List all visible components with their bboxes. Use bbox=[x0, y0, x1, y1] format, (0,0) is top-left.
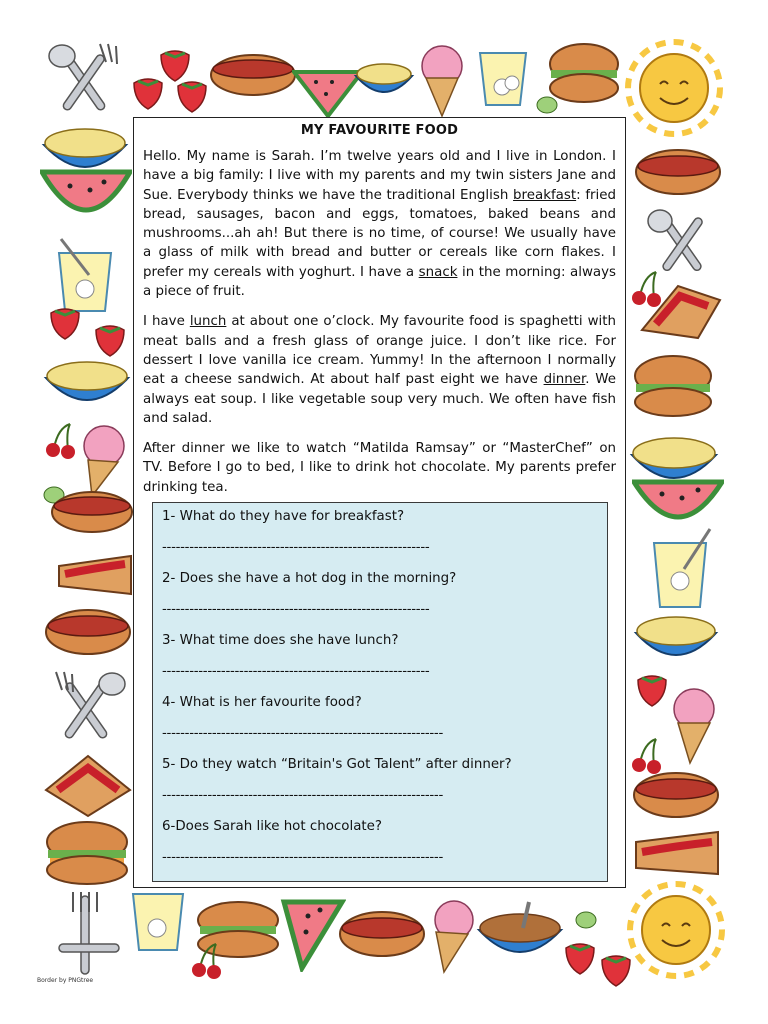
question-1: 1- What do they have for breakfast? bbox=[162, 509, 405, 524]
text-span: : fried bread, sausages, bacon and eggs, tomatoes, baked beans and mushrooms...ah ah! But there is no time, of course! We usually have a glass of milk with bread and butter or cereals like corn flakes. I prefer my cereals with yoghurt. I have a bbox=[143, 187, 616, 280]
text-span: Hello. My name is Sarah. I’m twelve years old and I live in London. I have a big family: I live with my parents and my twin sisters Jane and Sue. Everybody thinks we have the traditional English bbox=[143, 149, 616, 203]
pie-icon bbox=[632, 828, 722, 884]
hotdog-icon bbox=[208, 45, 298, 101]
fork-spoon-icon bbox=[42, 668, 134, 748]
underlined-word: lunch bbox=[189, 314, 227, 330]
question-2: 2- Does she have a hot dog in the morning? bbox=[162, 571, 457, 586]
page-title: MY FAVOURITE FOOD bbox=[300, 123, 459, 138]
bowl-icon bbox=[475, 898, 565, 970]
strawberry-icon bbox=[45, 305, 85, 341]
paragraph-2 bbox=[143, 312, 616, 428]
pie-icon bbox=[42, 750, 134, 820]
paragraph-1 bbox=[143, 147, 616, 301]
fork-spoon-icon bbox=[40, 40, 130, 120]
questions-box bbox=[152, 502, 608, 882]
question-4: 4- What is her favourite food? bbox=[162, 695, 362, 710]
sun-icon bbox=[626, 880, 726, 980]
text-span: in the morning: always a piece of fruit. bbox=[143, 264, 617, 300]
hotdog-icon bbox=[42, 480, 134, 540]
cherry-icon bbox=[188, 940, 224, 980]
sandwich-icon bbox=[630, 352, 716, 422]
ice-cream-icon bbox=[664, 685, 724, 765]
juice-glass-icon bbox=[125, 888, 191, 954]
bowl-icon bbox=[42, 350, 132, 418]
hotdog-icon bbox=[628, 765, 722, 825]
hotdog-icon bbox=[336, 902, 428, 964]
bean-icon bbox=[574, 910, 598, 930]
text-span: . We always eat soup. I like vegetable soup very much. We often have fish and salad. bbox=[143, 372, 616, 426]
question-5: 5- Do they watch “Britain's Got Talent” after dinner? bbox=[162, 757, 512, 772]
answer-line-4: -------------------------------------------------------------- bbox=[162, 726, 443, 741]
answer-line-1: ----------------------------------------------------------- bbox=[162, 540, 430, 555]
hotdog-icon bbox=[40, 600, 134, 662]
strawberry-icon bbox=[560, 940, 600, 976]
sandwich-icon bbox=[42, 818, 132, 890]
question-6: 6-Does Sarah like hot chocolate? bbox=[162, 819, 383, 834]
border-credit: Border by PNGtree bbox=[37, 977, 94, 984]
sun-icon bbox=[624, 38, 724, 138]
answer-line-3: ----------------------------------------------------------- bbox=[162, 664, 430, 679]
answer-line-2: ----------------------------------------------------------- bbox=[162, 602, 430, 617]
paragraph-3: After dinner we like to watch “Matilda Ramsay” or “MasterChef” on TV. Before I go to bed, I like to drink hot chocolate. My parents prefer drinking tea. bbox=[143, 441, 616, 495]
bowl-icon bbox=[632, 605, 720, 673]
underlined-word: breakfast bbox=[513, 187, 577, 203]
answer-line-5: -------------------------------------------------------------- bbox=[162, 788, 443, 803]
text-span: at about one o’clock. My favourite food is spaghetti with meat balls and a fresh glass of orange juice. I don’t like rice. For dessert I love vanilla ice cream. Yummy! In the afternoon I normally eat a cheese sandwich. At about half past eight we have bbox=[143, 314, 616, 388]
fork-spoon-icon bbox=[55, 888, 125, 978]
ice-cream-icon bbox=[412, 42, 472, 118]
underlined-word: dinner bbox=[543, 372, 586, 388]
sandwich-icon bbox=[545, 40, 623, 108]
strawberry-icon bbox=[172, 78, 212, 114]
juice-glass-icon bbox=[472, 45, 534, 109]
watermelon-icon bbox=[40, 168, 132, 230]
juice-glass-icon bbox=[640, 525, 724, 611]
answer-line-6: -------------------------------------------------------------- bbox=[162, 850, 443, 865]
pie-icon bbox=[55, 550, 135, 602]
bowl-icon bbox=[352, 48, 416, 110]
underlined-word: snack bbox=[418, 264, 458, 280]
hotdog-icon bbox=[630, 140, 724, 202]
juice-glass-icon bbox=[45, 235, 125, 315]
pie-icon bbox=[638, 280, 724, 342]
question-3: 3- What time does she have lunch? bbox=[162, 633, 399, 648]
text-span: I have bbox=[143, 314, 190, 330]
